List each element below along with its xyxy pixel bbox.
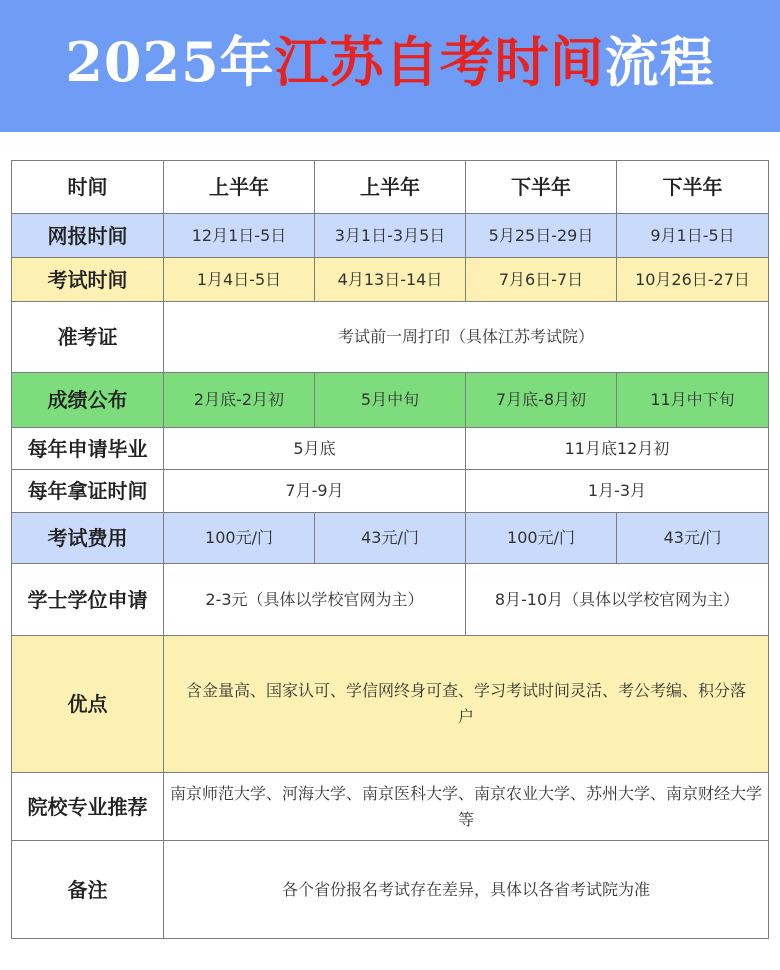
- table-row-youdian: [12, 636, 769, 773]
- table-cell: 12月1日-5日: [164, 214, 315, 258]
- table-row-xuewei: [12, 564, 769, 636]
- table-row-wangbao: [12, 214, 769, 258]
- table-cell: 7月-9月: [164, 470, 466, 513]
- title-suffix: 流程: [604, 30, 715, 94]
- table-row-yuanxiao: [12, 773, 769, 841]
- page-title: [0, 22, 780, 102]
- table-cell: 4月13日-14日: [315, 258, 466, 302]
- row-label: 每年申请毕业: [12, 428, 164, 470]
- table-cell: 南京师范大学、河海大学、南京医科大学、南京农业大学、苏州大学、南京财经大学等: [164, 773, 769, 841]
- table-cell: 100元/门: [466, 513, 617, 564]
- table-cell: 11月底12月初: [466, 428, 769, 470]
- row-label: 考试时间: [12, 258, 164, 302]
- title-highlight: 江苏自考时间: [274, 30, 605, 94]
- table-cell: 7月6日-7日: [466, 258, 617, 302]
- table-cell: 5月中旬: [315, 373, 466, 428]
- table-row-kaoshi: [12, 258, 769, 302]
- table-row-chengji: [12, 373, 769, 428]
- table-cell: 3月1日-3月5日: [315, 214, 466, 258]
- table-cell: 5月底: [164, 428, 466, 470]
- table-row-nazheng: [12, 470, 769, 513]
- row-label: 成绩公布: [12, 373, 164, 428]
- header-cell-h1: 上半年: [164, 161, 315, 214]
- table-cell: 含金量高、国家认可、学信网终身可查、学习考试时间灵活、考公考编、积分落户: [164, 636, 769, 773]
- table-cell: 8月-10月（具体以学校官网为主）: [466, 564, 769, 636]
- table-cell: 2-3元（具体以学校官网为主）: [164, 564, 466, 636]
- table-cell: 1月-3月: [466, 470, 769, 513]
- row-label: 院校专业推荐: [12, 773, 164, 841]
- row-label: 优点: [12, 636, 164, 773]
- title-year: 2025年: [65, 30, 275, 94]
- table-cell: 5月25日-29日: [466, 214, 617, 258]
- row-label: 准考证: [12, 302, 164, 373]
- table-cell: 各个省份报名考试存在差异，具体以各省考试院为准: [164, 841, 769, 939]
- row-label: 考试费用: [12, 513, 164, 564]
- table-cell: 11月中下旬: [617, 373, 769, 428]
- row-label: 学士学位申请: [12, 564, 164, 636]
- table-cell: 考试前一周打印（具体江苏考试院）: [164, 302, 769, 373]
- table-row-feiyong: [12, 513, 769, 564]
- table-cell: 100元/门: [164, 513, 315, 564]
- header-cell-h2: 下半年: [466, 161, 617, 214]
- table-row-biye: [12, 428, 769, 470]
- table-cell: 1月4日-5日: [164, 258, 315, 302]
- row-label: 网报时间: [12, 214, 164, 258]
- row-label: 每年拿证时间: [12, 470, 164, 513]
- table-cell: 7月底-8月初: [466, 373, 617, 428]
- schedule-table: [11, 160, 769, 939]
- table-cell: 10月26日-27日: [617, 258, 769, 302]
- table-cell: 2月底-2月初: [164, 373, 315, 428]
- table-cell: 43元/门: [315, 513, 466, 564]
- table-row-zhunkaozheng: [12, 302, 769, 373]
- header-cell-h2: 下半年: [617, 161, 769, 214]
- header-cell-h1: 上半年: [315, 161, 466, 214]
- row-label: 备注: [12, 841, 164, 939]
- table-row-beizhu: [12, 841, 769, 939]
- header-row: [12, 161, 769, 214]
- table-cell: 43元/门: [617, 513, 769, 564]
- header-cell-time: 时间: [12, 161, 164, 214]
- table-cell: 9月1日-5日: [617, 214, 769, 258]
